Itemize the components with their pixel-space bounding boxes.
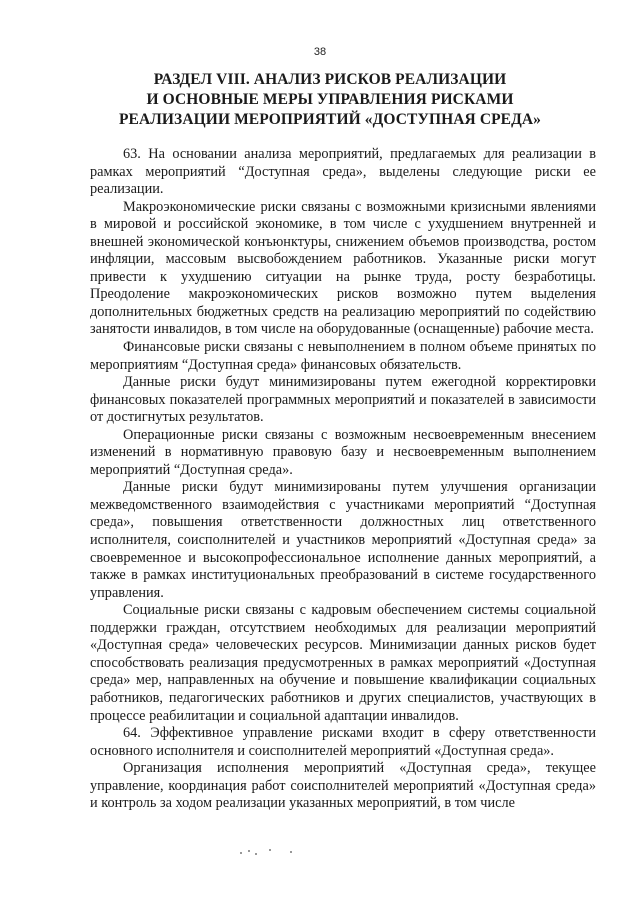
heading-line-2: И ОСНОВНЫЕ МЕРЫ УПРАВЛЕНИЯ РИСКАМИ <box>146 91 514 108</box>
paragraph-63: 63. На основании анализа мероприятий, предлагаемых для реализации в рамках мероприятий “Доступная среда», выделены следующие риски ее реализации. <box>90 146 596 198</box>
paragraph-social-risks: Социальные риски связаны с кадровым обеспечением системы социальной поддержки граждан, отсутствием необходимых для реализации мероприятий «Доступная среда» человеческих ресурсов. Минимизации данных рисков будет способствовать реализация предусмотренных в рамках мероприятий «Доступная среда» мер, направленных на обучение и повышение квалификации социальных работников, педагогических работников и других специалистов, участвующих в процессе реабилитации и социальной адаптации инвалидов. <box>90 602 596 724</box>
paragraph-operational-mitigation: Данные риски будут минимизированы путем улучшения организации межведомственного взаимодействия с участниками мероприятий “Доступная среда», повышения ответственности должностных лиц ответственного исполнителя, соисполнителей и участников мероприятий «Доступная среда» за своевременное и высокопрофессиональное исполнение данных мероприятий, а также в рамках институциональных преобразований в системе государственного управления. <box>90 479 596 601</box>
heading-line-3: РЕАЛИЗАЦИИ МЕРОПРИЯТИЙ «ДОСТУПНАЯ СРЕДА» <box>118 111 542 128</box>
heading-line-1: РАЗДЕЛ VIII. АНАЛИЗ РИСКОВ РЕАЛИЗАЦИИ <box>153 71 507 88</box>
paragraph-macroeconomic-risks: Макроэкономические риски связаны с возможными кризисными явлениями в мировой и российской экономике, в том числе с ухудшением внутренней и внешней экономической конъюнктуры, снижением объемов производства, ростом инфляции, массовым высвобождением работников. Указанные риски могут привести к ухудшению ситуации на рынке труда, росту безработицы. Преодоление макроэкономических рисков возможно путем выделения дополнительных бюджетных средств на реализацию мероприятий по содействию занятости инвалидов, в том числе на оборудованные (оснащенные) рабочие места. <box>90 198 596 338</box>
paragraph-organization: Организация исполнения мероприятий «Доступная среда», текущее управление, координация работ соисполнителей мероприятий «Доступная среда» и контроль за ходом реализации указанных мероприятий, в том числе <box>90 760 596 812</box>
scan-artifact <box>238 846 298 858</box>
body-text <box>90 146 596 813</box>
paragraph-financial-risks: Финансовые риски связаны с невыполнением в полном объеме принятых по мероприятиям “Доступная среда» финансовых обязательств. <box>90 339 596 373</box>
page-number: 38 <box>313 46 327 58</box>
paragraph-financial-mitigation: Данные риски будут минимизированы путем ежегодной корректировки финансовых показателей программных мероприятий и показателей в зависимости от достигнутых результатов. <box>90 374 596 426</box>
section-heading <box>60 70 600 130</box>
paragraph-operational-risks: Операционные риски связаны с возможным несвоевременным внесением изменений в нормативную правовую базу и несвоевременным выполнением мероприятий “Доступная среда». <box>90 426 596 478</box>
paragraph-64: 64. Эффективное управление рисками входит в сферу ответственности основного исполнителя и соисполнителей мероприятий «Доступная среда». <box>90 725 596 759</box>
